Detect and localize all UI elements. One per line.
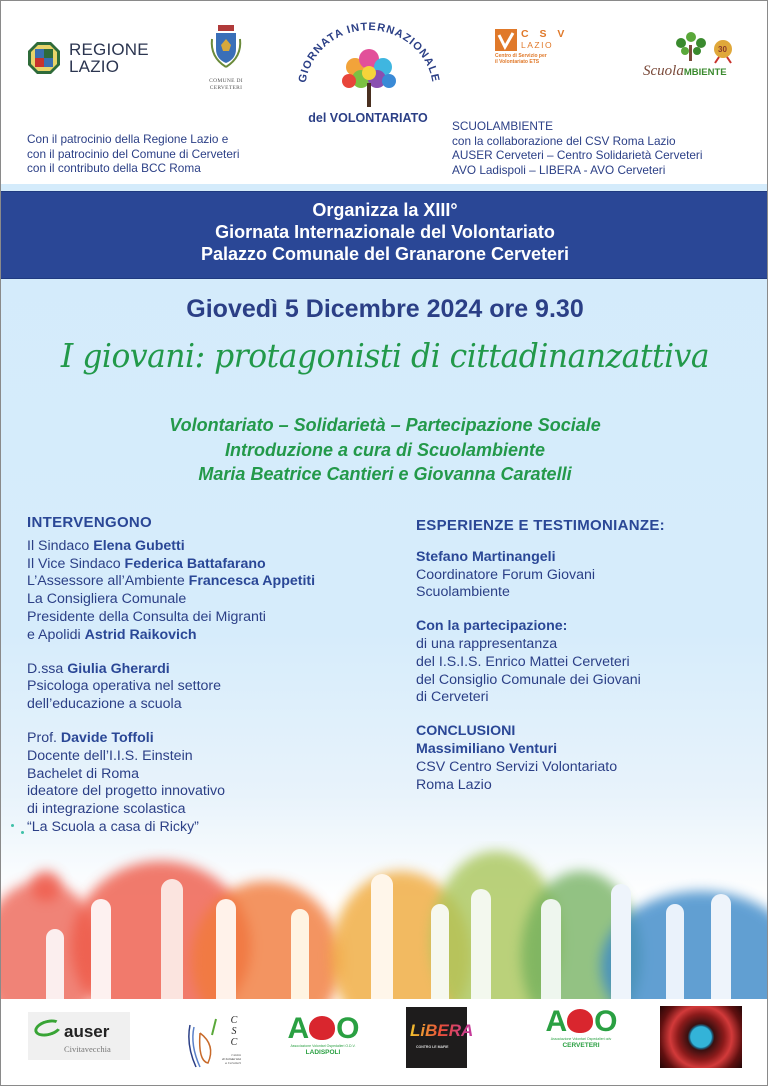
speakers-block-1 — [27, 538, 397, 645]
patrocinio-text — [27, 132, 239, 176]
speaker-role: Psicologa operativa nel settore — [27, 678, 222, 695]
partecipazione-block — [416, 618, 761, 707]
avo-city: CERVETERI — [562, 1042, 600, 1049]
svg-text:GIORNATA INTERNAZIONALE: GIORNATA INTERNAZIONALE — [296, 20, 442, 84]
collab-line: AUSER Cerveteri – Centro Solidarietà Cerveteri — [452, 148, 703, 162]
csc-logo — [186, 1015, 241, 1070]
comune-coat-of-arms-icon — [208, 23, 244, 69]
speaker-line: Il Vice Sindaco Federica Battafarano — [27, 555, 266, 572]
raised-hands-illustration — [1, 841, 768, 999]
collab-line: con la collaborazione del CSV Roma Lazio — [452, 133, 676, 148]
csv-check-icon — [495, 29, 517, 51]
regione-lazio-emblem-icon — [27, 41, 61, 75]
decorative-dot — [21, 831, 24, 834]
speaker-line: Prof. Davide Toffoli — [27, 729, 154, 746]
csc-sub-line: a Cerveteri — [225, 1061, 241, 1065]
testimony-role: Coordinatore Forum Giovani — [416, 566, 595, 583]
auser-city: Civitavecchia — [64, 1044, 111, 1054]
partecipazione-line: del Consiglio Comunale dei Giovani — [416, 671, 641, 688]
comune-line2: CERVETERI — [209, 85, 243, 91]
partecipazione-line: di una rappresentanza — [416, 635, 558, 652]
conclusioni-title: CONCLUSIONI — [416, 723, 516, 740]
speaker-line: La Consigliera Comunale — [27, 591, 187, 608]
patrocinio-line: Con il patrocinio della Regione Lazio e — [27, 132, 229, 146]
partner-logos — [1, 999, 768, 1086]
theme-line: Volontariato – Solidarietà – Partecipazione Sociale — [169, 415, 601, 435]
testimony-role: Scuolambiente — [416, 584, 510, 601]
auser-swoosh-icon — [32, 1017, 63, 1040]
giornata-volontariato-logo — [293, 19, 443, 131]
speaker-line: L’Assessore all’Ambiente Francesca Appetiti — [27, 573, 316, 590]
auser-logo — [28, 1012, 130, 1060]
regione-lazio-logo — [27, 41, 149, 75]
speaker-role: di integrazione scolastica — [27, 801, 186, 818]
csv-letters: C S V — [521, 28, 569, 40]
banner-line: Giornata Internazionale del Volontariato — [215, 222, 555, 242]
regione-line1: REGIONE — [69, 40, 149, 59]
intervengono-title: INTERVENGONO — [27, 514, 153, 531]
giornata-bottom-text: del VOLONTARIATO — [308, 111, 428, 125]
patrocinio-line: con il contributo della BCC Roma — [27, 161, 201, 175]
speaker-role: Docente dell’I.I.S. Einstein — [27, 747, 193, 764]
csc-letter: S — [231, 1026, 237, 1037]
speaker-line: D.ssa Giulia Gherardi — [27, 660, 170, 677]
avo-ladispoli-logo — [281, 1014, 365, 1064]
speaker-role: dell’educazione a scuola — [27, 696, 182, 713]
banner-line: Palazzo Comunale del Granarone Cerveteri — [200, 244, 570, 264]
conclusioni-line: Roma Lazio — [416, 776, 492, 793]
csv-sub2: il Volontariato ETS — [495, 59, 540, 65]
avo-city: LADISPOLI — [305, 1049, 341, 1056]
organizer-banner — [1, 191, 768, 279]
esperienze-title: ESPERIENZE E TESTIMONIANZE: — [416, 517, 665, 534]
conclusioni-line: CSV Centro Servizi Volontariato — [416, 758, 618, 775]
scuolambiente-logo — [641, 31, 745, 81]
regione-line2: LAZIO — [69, 57, 120, 76]
theme-line: Maria Beatrice Cantieri e Giovanna Caratelli — [198, 464, 572, 484]
speakers-block-2 — [27, 661, 397, 714]
libera-logo — [406, 1007, 474, 1068]
collab-line: SCUOLAMBIENTE — [452, 119, 553, 133]
comune-line1: COMUNE DI — [209, 78, 243, 84]
speaker-role: ideatore del progetto innovativo — [27, 783, 225, 800]
speaker-line: Presidente della Consulta dei Migranti — [27, 608, 266, 625]
header-logos — [1, 1, 768, 184]
banner-line: Organizza la XIII° — [312, 200, 458, 220]
esperienze-section — [416, 517, 761, 810]
avo-letter: O — [594, 1005, 617, 1038]
heart-handshake-icon — [309, 1016, 335, 1040]
auser-word: auser — [64, 1022, 110, 1041]
csc-letter: C — [230, 1037, 238, 1048]
event-themes — [1, 413, 768, 487]
comune-cerveteri-logo — [206, 23, 246, 92]
event-slogan: I giovani: protagonisti di cittadinanzattiva — [60, 336, 710, 375]
csc-sub-line: di Solidarietà — [221, 1057, 241, 1061]
hands-around-globe-image — [660, 1006, 742, 1068]
avo-sub: Associazione Volontari Ospedalieri O.D.V. — [290, 1044, 356, 1048]
intervengono-section — [27, 514, 397, 853]
avo-sub: Associazione Volontari Ospedalieri odv — [550, 1037, 612, 1041]
svg-text:30: 30 — [718, 45, 727, 54]
libera-sub: CONTRO LE MAFIE — [416, 1045, 449, 1049]
partecipazione-line: del I.S.I.S. Enrico Mattei Cerveteri — [416, 653, 630, 670]
libera-word: LiBERA — [410, 1021, 474, 1040]
collaborazione-text — [452, 119, 702, 177]
event-date-time: Giovedì 5 Dicembre 2024 ore 9.30 — [186, 295, 584, 323]
csc-sub-line: Centro — [231, 1053, 241, 1057]
scuolambiente-wordmark: ScuolaMBIENTE — [643, 63, 727, 79]
avo-letter: O — [336, 1012, 359, 1045]
scuolambiente-tree-icon — [641, 31, 745, 65]
csv-sub1: Centro di Servizio per — [495, 53, 547, 59]
partecipazione-title: Con la partecipazione: — [416, 618, 568, 635]
csv-region: LAZIO — [521, 40, 554, 50]
patrocinio-line: con il patrocinio del Comune di Cerveteri — [27, 146, 240, 161]
testimony-speaker: Stefano Martinangeli — [416, 548, 556, 565]
csv-lazio-logo — [495, 29, 568, 65]
speaker-role: “La Scuola a casa di Ricky” — [27, 818, 199, 835]
collab-line: AVO Ladispoli – LIBERA - AVO Cerveteri — [452, 162, 666, 177]
avo-cerveteri-logo — [536, 1007, 626, 1063]
conclusioni-speaker: Massimiliano Venturi — [416, 740, 558, 757]
speaker-role: Bachelet di Roma — [27, 765, 139, 782]
decorative-dot — [11, 824, 14, 827]
csc-letter: C — [230, 1015, 238, 1026]
testimony-block — [416, 549, 761, 602]
theme-line: Introduzione a cura di Scuolambiente — [224, 439, 546, 460]
speakers-block-3 — [27, 730, 397, 837]
csc-hands-icon — [186, 1015, 226, 1070]
avo-letter: A — [545, 1005, 567, 1038]
giornata-tree-icon — [293, 19, 443, 111]
partecipazione-line: di Cerveteri — [416, 689, 489, 706]
speaker-line: Il Sindaco Elena Gubetti — [27, 537, 185, 554]
heart-handshake-icon — [567, 1009, 593, 1033]
avo-letter: A — [287, 1012, 309, 1045]
speaker-line: e Apolidi Astrid Raikovich — [27, 626, 197, 643]
conclusioni-block — [416, 723, 761, 794]
